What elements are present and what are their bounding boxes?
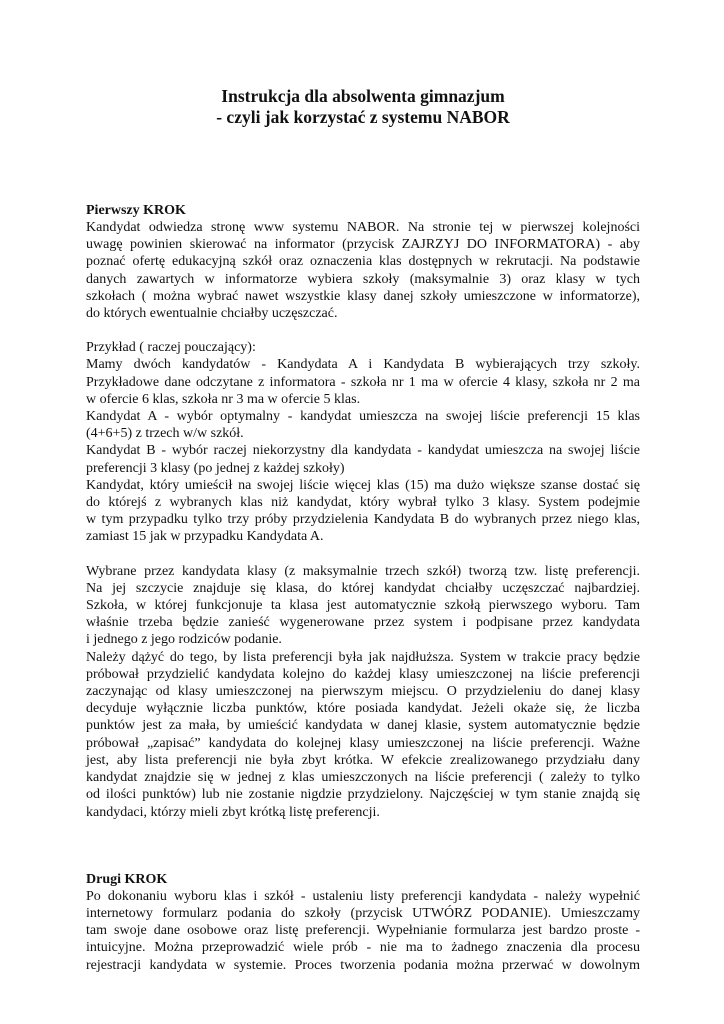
paragraph-line: Kandydat B - wybór raczej niekorzystny dla kandydata - kandydat umieszcza na swojej liście [86, 443, 640, 459]
paragraph-line: danych zawartych w informatorze wybiera szkoły (maksymalnie 3) oraz klasy w tych [86, 271, 640, 287]
paragraph-line: decyduje wyłącznie liczba punktów, które posiada kandydat. Jeżeli okaże się, że liczba [86, 701, 640, 717]
paragraph-line: Przykładowe dane odczytane z informatora - szkoła nr 1 ma w ofercie 4 klasy, szkoła nr 2 ma [86, 374, 640, 390]
paragraph-line: zamiast 15 jak w przypadku Kandydata A. [86, 529, 324, 545]
document-page [86, 86, 640, 974]
step1-heading: Pierwszy KROK [86, 203, 186, 218]
title-line-1: Instrukcja dla absolwenta gimnazjum [221, 86, 505, 106]
paragraph-line: właśnie trzeba będzie zanieść wygenerowane przez system i podpisane przez kandydata [86, 615, 640, 631]
paragraph-line: (4+6+5) z trzech w/w szkół. [86, 426, 244, 442]
paragraph-line: szkołach ( można wybrać nawet wszystkie klasy danej szkoły umieszczone w informatorze), [86, 288, 640, 304]
paragraph-line: od ilości punktów) lub nie zostanie nigdzie przydzielony. Najczęściej w tym stanie znajdą się [86, 787, 640, 803]
paragraph-line: próbował „zapisać” kandydata do kolejnej klasy umieszczonej na liście preferencji. Ważne [86, 735, 640, 751]
paragraph-line: Po dokonaniu wyboru klas i szkół - ustaleniu listy preferencji kandydata - należy wypełnić [86, 888, 640, 904]
paragraph-line: rejestracji kandydata w systemie. Proces tworzenia podania można przerwać w dowolnym [86, 957, 640, 973]
paragraph-line: kandydat znajdzie się w jednej z klas umieszczonych na liście preferencji ( zależy to tylko [86, 770, 640, 786]
paragraph-line: Należy dążyć do tego, by lista preferencji była jak najdłuższa. System w trakcie pracy będzie [86, 649, 640, 665]
paragraph-line: do których ewentualnie chciałby uczęszczać. [86, 306, 338, 322]
example-paragraph [86, 339, 640, 545]
paragraph-line: uwagę powinien skierować na informator (przycisk ZAJRZYJ DO INFORMATORA) - aby [86, 237, 640, 253]
paragraph-line: Wybrane przez kandydata klasy (z maksymalnie trzech szkół) tworzą tzw. listę preferencji. [86, 563, 640, 579]
paragraph-line: Przykład ( raczej pouczający): [86, 340, 256, 356]
paragraph-line: i jednego z jego rodziców podanie. [86, 632, 282, 648]
step2-intro-paragraph [86, 888, 640, 974]
paragraph-line: internetowy formularz podania do szkoły (przycisk UTWÓRZ PODANIE). Umieszczamy [86, 905, 640, 921]
document-title [86, 86, 640, 128]
paragraph-line: Kandydat A - wybór optymalny - kandydat umieszcza na swojej liście preferencji 15 klas [86, 409, 640, 425]
paragraph-line: preferencji 3 klasy (po jednej z każdej szkoły) [86, 460, 345, 476]
title-line-2: - czyli jak korzystać z systemu NABOR [216, 107, 510, 127]
paragraph-line: w ofercie 6 klas, szkoła nr 3 ma w ofercie 5 klas. [86, 391, 361, 407]
paragraph-line: Mamy dwóch kandydatów - Kandydata A i Kandydata B wybierających trzy szkoły. [86, 357, 640, 373]
paragraph-line: kandydaci, którzy mieli zbyt krótką listę preferencji. [86, 804, 380, 820]
paragraph-line: próbował przydzielić kandydata kolejno do każdej klasy umieszczonej na liście preferencji [86, 666, 640, 682]
paragraph-line: w tym przypadku tylko trzy próby przydzielenia Kandydata B do wybranych przez niego klas, [86, 512, 640, 528]
paragraph-line: do którejś z wybranych klas niż kandydat, który wybrał tylko 3 klasy. System podejmie [86, 495, 640, 511]
paragraph-line: punktów jest za mała, by umieścić kandydata w danej klasie, system automatycznie będzie [86, 718, 640, 734]
paragraph-line: Szkoła, w której funkcjonuje ta klasa jest automatycznie szkołą pierwszego wyboru. Tam [86, 598, 640, 614]
step1-intro-paragraph [86, 219, 640, 322]
paragraph-line: zaczynając od klasy umieszczonej na pierwszym miejscu. O przydzieleniu do danej klasy [86, 684, 640, 700]
paragraph-line: Na jej szczycie znajduje się klasa, do której kandydat chciałby uczęszczać najbardziej. [86, 580, 640, 596]
paragraph-line: Kandydat, który umieścił na swojej liście więcej klas (15) ma dużo większe szanse dostać się [86, 477, 640, 493]
paragraph-line: tam swoje dane osobowe oraz listę preferencji. Wypełnianie formularza jest bardzo proste - [86, 923, 640, 939]
paragraph-line: Kandydat odwiedza stronę www systemu NABOR. Na stronie tej w pierwszej kolejności [86, 220, 640, 235]
step2-heading: Drugi KROK [86, 871, 168, 887]
paragraph-line: intuicyjne. Można przeprowadzić wiele prób - nie ma to żadnego znaczenia dla procesu [86, 940, 640, 956]
paragraph-line: jest, aby lista preferencji nie była zbyt krótka. W efekcie zrealizowanego przydziału dany [86, 752, 640, 768]
preferences-paragraph [86, 563, 640, 821]
paragraph-line: poznać ofertę edukacyjną szkół oraz oznaczenia klas dostępnych w rekrutacji. Na podstawie [86, 254, 640, 270]
